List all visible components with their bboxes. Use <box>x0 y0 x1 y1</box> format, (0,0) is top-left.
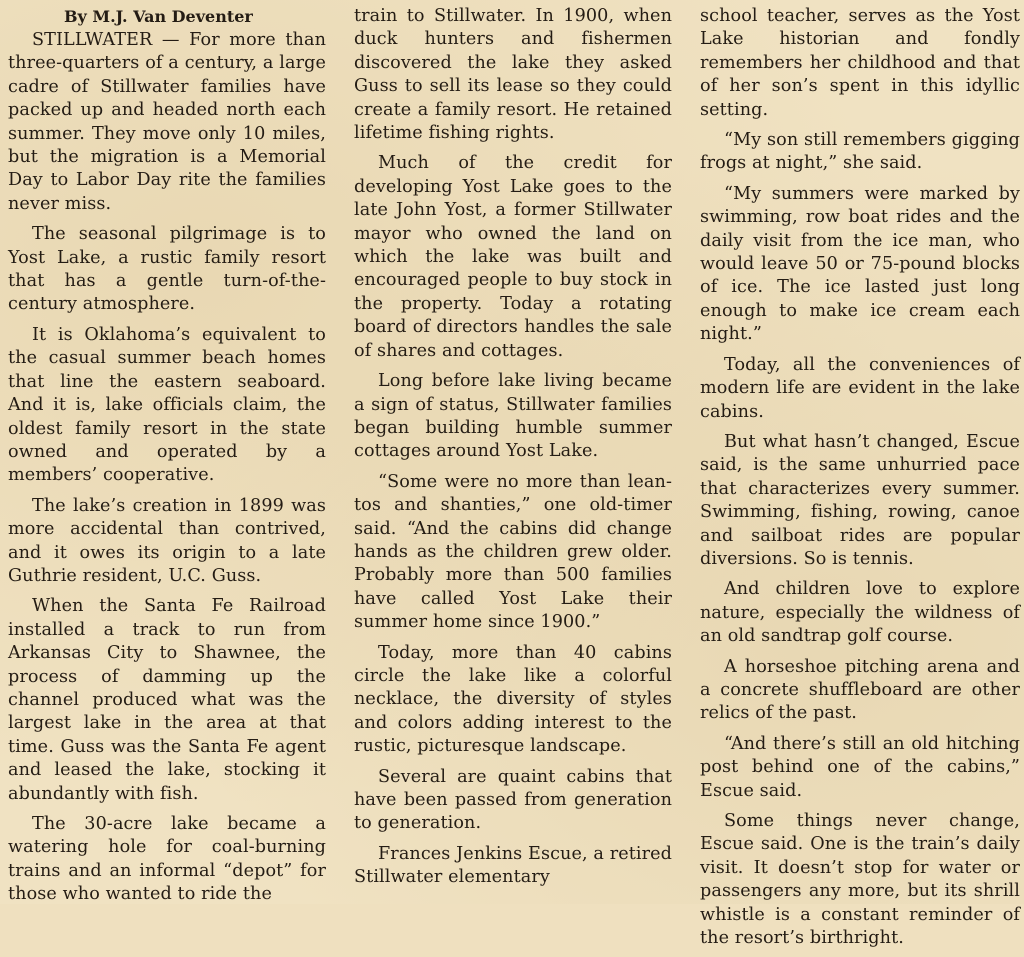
paragraph-continued: train to Stillwater. In 1900, when duck hunters and fishermen discovered the lake they asked Guss to sell its lease so they could create a family resort. He retained lifetime fishing rights. <box>354 6 672 144</box>
paragraph: “Some were no more than lean-tos and shanties,” one old-timer said. “And the cabins did change hands as the children grew older. Probably more than 500 families have called Yost Lake their summer home since 1900.” <box>354 471 672 633</box>
paragraph: Much of the credit for developing Yost Lake goes to the late John Yost, a former Stillwater mayor who owned the land on which the lake was built and encouraged people to buy stock in the property. Today a rotating board of directors handles the sale of shares and cottages. <box>354 153 672 361</box>
paragraph: Frances Jenkins Escue, a retired Stillwater elementary <box>354 843 672 888</box>
paragraph: “And there’s still an old hitching post behind one of the cabins,” Escue said. <box>700 733 1020 801</box>
column-2 <box>354 5 672 957</box>
paragraph: Today, more than 40 cabins circle the lake like a colorful necklace, the diversity of styles and colors adding interest to the rustic, picturesque landscape. <box>354 642 672 757</box>
byline: By M.J. Van Deventer <box>64 7 253 26</box>
paragraph: Some things never change, Escue said. One is the train’s daily visit. It doesn’t stop for water or passengers any more, but its shrill whistle is a constant reminder of the resort’s birthright. <box>700 811 1020 949</box>
paragraph: Long before lake living became a sign of status, Stillwater families began building humble summer cottages around Yost Lake. <box>354 371 672 462</box>
paragraph: A horseshoe pitching arena and a concrete shuffleboard are other relics of the past. <box>700 656 1020 724</box>
paragraph: “My summers were marked by swimming, row boat rides and the daily visit from the ice man, who would leave 50 or 75-pound blocks of ice. The ice lasted just long enough to make ice cream each night.” <box>700 183 1020 345</box>
column-1 <box>8 5 326 957</box>
paragraph: Today, all the conveniences of modern life are evident in the lake cabins. <box>700 354 1020 422</box>
paragraph: When the Santa Fe Railroad installed a track to run from Arkansas City to Shawnee, the process of damming up the channel produced what was the largest lake in the area at that time. Guss was the Santa Fe agent and leased the lake, stocking it abundantly with fish. <box>8 596 326 804</box>
paragraph: The lake’s creation in 1899 was more accidental than contrived, and it owes its origin to a late Guthrie resident, U.C. Guss. <box>8 495 326 586</box>
paragraph: Several are quaint cabins that have been passed from generation to generation. <box>354 766 672 834</box>
paragraph: The 30-acre lake became a watering hole for coal-burning trains and an informal “depot” for those who wanted to ride the <box>8 814 326 905</box>
paragraph: STILLWATER — For more than three-quarters of a century, a large cadre of Stillwater families have packed up and headed north each summer. They move only 10 miles, but the migration is a Memorial Day to Labor Day rite the families never miss. <box>8 30 326 214</box>
paragraph: And children love to explore nature, especially the wildness of an old sandtrap golf course. <box>700 579 1020 647</box>
paragraph: It is Oklahoma’s equivalent to the casual summer beach homes that line the eastern seaboard. And it is, lake officials claim, the oldest family resort in the state owned and operated by a members’ cooperative. <box>8 324 326 486</box>
paragraph: The seasonal pilgrimage is to Yost Lake, a rustic family resort that has a gentle turn-of-the-century atmosphere. <box>8 224 326 315</box>
paragraph: “My son still remembers gigging frogs at night,” she said. <box>700 130 1020 174</box>
column-3 <box>700 5 1020 957</box>
article-columns <box>8 5 1020 949</box>
paragraph: But what hasn’t changed, Escue said, is the same unhurried pace that characterizes every summer. Swimming, fishing, rowing, canoe and sailboat rides are popular diversions. So is tennis. <box>700 431 1020 569</box>
paragraph-continued: school teacher, serves as the Yost Lake historian and fondly remembers her childhood and that of her son’s spent in this idyllic setting. <box>700 6 1020 120</box>
